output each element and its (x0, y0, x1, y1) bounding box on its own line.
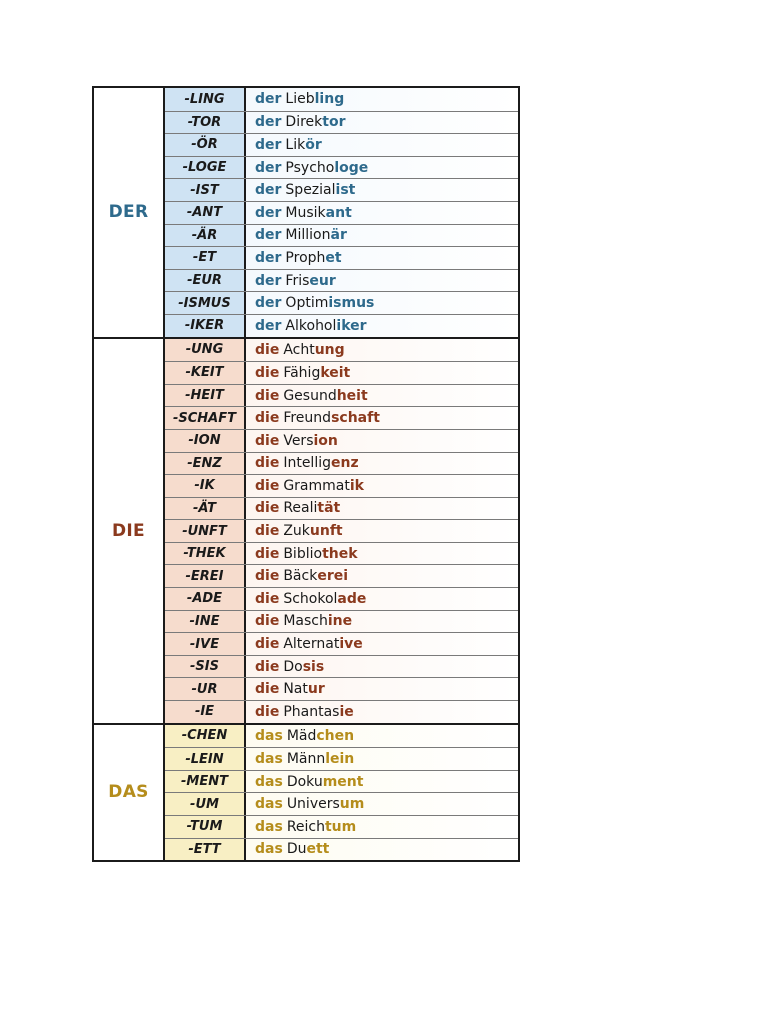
suffix-cell: -INE (165, 611, 246, 633)
suffix-cell: -ION (165, 430, 246, 452)
example-article: die (255, 523, 280, 540)
example-article: der (255, 317, 282, 334)
example-ending: ine (327, 613, 353, 630)
table-row (165, 610, 518, 633)
example-stem: Intellig (283, 455, 331, 472)
article-group-der (94, 88, 518, 337)
table-row (165, 111, 518, 134)
example-article: die (255, 658, 280, 675)
table-row (165, 156, 518, 179)
example-ending: tor (322, 114, 346, 131)
example-ending: är (330, 227, 347, 244)
example-ending: ung (314, 341, 345, 358)
table-row (165, 133, 518, 156)
example-stem: Masch (283, 613, 328, 630)
example-stem: Doku (286, 773, 323, 790)
example-cell (246, 839, 518, 861)
example-cell (246, 520, 518, 542)
example-ending: unft (309, 523, 343, 540)
example-stem: Bäck (283, 568, 318, 585)
table-row (165, 429, 518, 452)
suffix-cell: -ETT (165, 839, 246, 861)
example-ending: ment (322, 773, 364, 790)
example-stem: Gesund (283, 387, 337, 404)
example-stem: Acht (283, 341, 315, 358)
example-ending: ik (349, 477, 364, 494)
example-cell (246, 588, 518, 610)
example-cell (246, 565, 518, 587)
example-article: die (255, 545, 280, 562)
suffix-cell: -SIS (165, 656, 246, 678)
suffix-cell: -CHEN (165, 725, 246, 748)
example-cell (246, 656, 518, 678)
example-article: der (255, 204, 282, 221)
example-cell (246, 816, 518, 838)
example-cell (246, 771, 518, 793)
example-ending: ör (305, 136, 322, 153)
example-ending: tum (324, 818, 357, 835)
example-stem: Fris (285, 272, 310, 289)
example-stem: Univers (286, 796, 340, 813)
example-ending: lein (325, 751, 355, 768)
example-article: die (255, 681, 280, 698)
suffix-cell: -ANT (165, 202, 246, 224)
example-article: die (255, 703, 280, 720)
table-row (165, 655, 518, 678)
suffix-cell: -IVE (165, 633, 246, 655)
example-cell (246, 453, 518, 475)
suffix-cell: -THEK (165, 543, 246, 565)
table-row (165, 452, 518, 475)
suffix-cell: -SCHAFT (165, 407, 246, 429)
example-ending: ie (339, 703, 354, 720)
example-ending: ion (313, 432, 338, 449)
example-article: das (255, 751, 283, 768)
suffix-rows (165, 339, 518, 723)
example-cell (246, 339, 518, 362)
example-cell (246, 701, 518, 723)
example-stem: Spezial (285, 182, 336, 199)
suffix-cell: -LOGE (165, 157, 246, 179)
article-label: DIE (94, 339, 165, 723)
example-ending: et (325, 249, 342, 266)
example-cell (246, 362, 518, 384)
suffix-cell: -IE (165, 701, 246, 723)
suffix-cell: -ISMUS (165, 292, 246, 314)
example-article: das (255, 727, 283, 744)
table-row (165, 269, 518, 292)
example-article: der (255, 182, 282, 199)
example-stem: Reali (283, 500, 318, 517)
table-row (165, 700, 518, 723)
article-label: DER (94, 88, 165, 337)
example-stem: Männ (286, 751, 326, 768)
table-row (165, 406, 518, 429)
example-ending: eur (309, 272, 336, 289)
example-ending: sis (302, 658, 325, 675)
table-row (165, 178, 518, 201)
table-row (165, 747, 518, 770)
example-cell (246, 475, 518, 497)
example-cell (246, 202, 518, 224)
table-row (165, 677, 518, 700)
table-row (165, 815, 518, 838)
example-article: der (255, 91, 282, 108)
suffix-cell: -ÄR (165, 225, 246, 247)
example-article: der (255, 249, 282, 266)
example-ending: loge (334, 159, 369, 176)
suffix-cell: -EUR (165, 270, 246, 292)
article-group-die (94, 337, 518, 723)
table-row (165, 519, 518, 542)
example-ending: schaft (331, 410, 380, 427)
example-cell (246, 543, 518, 565)
article-label: DAS (94, 725, 165, 861)
example-article: der (255, 227, 282, 244)
example-ending: heit (336, 387, 368, 404)
example-article: die (255, 636, 280, 653)
example-stem: Phantas (283, 703, 340, 720)
table-row (165, 224, 518, 247)
example-cell (246, 179, 518, 201)
suffix-cell: -ÖR (165, 134, 246, 156)
example-cell (246, 430, 518, 452)
example-article: das (255, 841, 283, 858)
suffix-cell: -IST (165, 179, 246, 201)
example-cell (246, 385, 518, 407)
suffix-cell: -MENT (165, 771, 246, 793)
article-group-das (94, 723, 518, 861)
example-article: das (255, 773, 283, 790)
table-row (165, 838, 518, 861)
suffix-cell: -ÄT (165, 498, 246, 520)
example-article: der (255, 136, 282, 153)
example-cell (246, 157, 518, 179)
example-article: die (255, 364, 280, 381)
example-cell (246, 498, 518, 520)
suffix-cell: -IK (165, 475, 246, 497)
example-article: die (255, 613, 280, 630)
example-ending: tät (317, 500, 341, 517)
table-row (165, 474, 518, 497)
example-stem: Schokol (283, 590, 338, 607)
suffix-cell: -TUM (165, 816, 246, 838)
gender-suffix-table (92, 86, 520, 862)
example-cell (246, 88, 518, 111)
suffix-cell: -UNG (165, 339, 246, 362)
example-cell (246, 247, 518, 269)
example-cell (246, 112, 518, 134)
example-article: die (255, 568, 280, 585)
example-cell (246, 725, 518, 748)
table-row (165, 339, 518, 362)
example-stem: Musik (285, 204, 326, 221)
example-stem: Mäd (286, 727, 317, 744)
example-stem: Freund (283, 410, 332, 427)
example-stem: Psycho (285, 159, 335, 176)
example-stem: Vers (283, 432, 314, 449)
example-stem: Proph (285, 249, 326, 266)
example-article: das (255, 818, 283, 835)
example-cell (246, 270, 518, 292)
suffix-cell: -HEIT (165, 385, 246, 407)
example-article: das (255, 796, 283, 813)
example-stem: Direk (285, 114, 323, 131)
example-ending: um (339, 796, 365, 813)
table-row (165, 770, 518, 793)
suffix-cell: -ENZ (165, 453, 246, 475)
example-ending: iker (336, 317, 367, 334)
example-stem: Grammat (283, 477, 350, 494)
suffix-cell: -UM (165, 793, 246, 815)
example-cell (246, 678, 518, 700)
example-article: der (255, 272, 282, 289)
example-ending: ade (337, 590, 367, 607)
example-cell (246, 611, 518, 633)
suffix-cell: -KEIT (165, 362, 246, 384)
example-article: die (255, 455, 280, 472)
example-article: der (255, 159, 282, 176)
example-stem: Lieb (285, 91, 315, 108)
suffix-cell: -LING (165, 88, 246, 111)
suffix-cell: -ADE (165, 588, 246, 610)
table-row (165, 361, 518, 384)
table-row (165, 542, 518, 565)
suffix-rows (165, 88, 518, 337)
example-cell (246, 315, 518, 337)
example-ending: thek (322, 545, 358, 562)
example-ending: chen (316, 727, 355, 744)
example-cell (246, 633, 518, 655)
example-ending: ive (339, 636, 363, 653)
example-article: die (255, 590, 280, 607)
suffix-cell: -ET (165, 247, 246, 269)
example-stem: Million (285, 227, 331, 244)
example-stem: Do (283, 658, 303, 675)
suffix-cell: -EREI (165, 565, 246, 587)
example-article: der (255, 295, 282, 312)
example-article: die (255, 410, 280, 427)
example-cell (246, 407, 518, 429)
table-row (165, 246, 518, 269)
example-ending: ur (307, 681, 325, 698)
suffix-cell: -IKER (165, 315, 246, 337)
table-row (165, 792, 518, 815)
table-row (165, 725, 518, 748)
example-ending: ist (335, 182, 356, 199)
example-stem: Fähig (283, 364, 321, 381)
example-cell (246, 225, 518, 247)
example-stem: Alkohol (285, 317, 337, 334)
example-article: die (255, 500, 280, 517)
example-stem: Lik (285, 136, 306, 153)
suffix-cell: -TOR (165, 112, 246, 134)
example-article: der (255, 114, 282, 131)
table-row (165, 497, 518, 520)
example-stem: Nat (283, 681, 308, 698)
example-stem: Zuk (283, 523, 310, 540)
suffix-cell: -UNFT (165, 520, 246, 542)
example-ending: enz (331, 455, 359, 472)
example-ending: keit (320, 364, 351, 381)
example-ending: ling (314, 91, 345, 108)
table-row (165, 587, 518, 610)
example-stem: Alternat (283, 636, 340, 653)
example-stem: Optim (285, 295, 329, 312)
example-cell (246, 748, 518, 770)
example-article: die (255, 387, 280, 404)
example-stem: Reich (286, 818, 325, 835)
suffix-rows (165, 725, 518, 861)
suffix-cell: -UR (165, 678, 246, 700)
example-stem: Du (286, 841, 307, 858)
example-ending: erei (317, 568, 349, 585)
table-row (165, 384, 518, 407)
example-cell (246, 292, 518, 314)
table-row (165, 201, 518, 224)
table-row (165, 291, 518, 314)
example-article: die (255, 432, 280, 449)
table-row (165, 88, 518, 111)
table-row (165, 632, 518, 655)
example-cell (246, 134, 518, 156)
table-row (165, 314, 518, 337)
table-row (165, 564, 518, 587)
example-ending: ismus (328, 295, 375, 312)
example-cell (246, 793, 518, 815)
example-stem: Biblio (283, 545, 323, 562)
suffix-cell: -LEIN (165, 748, 246, 770)
example-article: die (255, 341, 280, 358)
example-ending: ett (306, 841, 330, 858)
example-article: die (255, 477, 280, 494)
example-ending: ant (325, 204, 352, 221)
